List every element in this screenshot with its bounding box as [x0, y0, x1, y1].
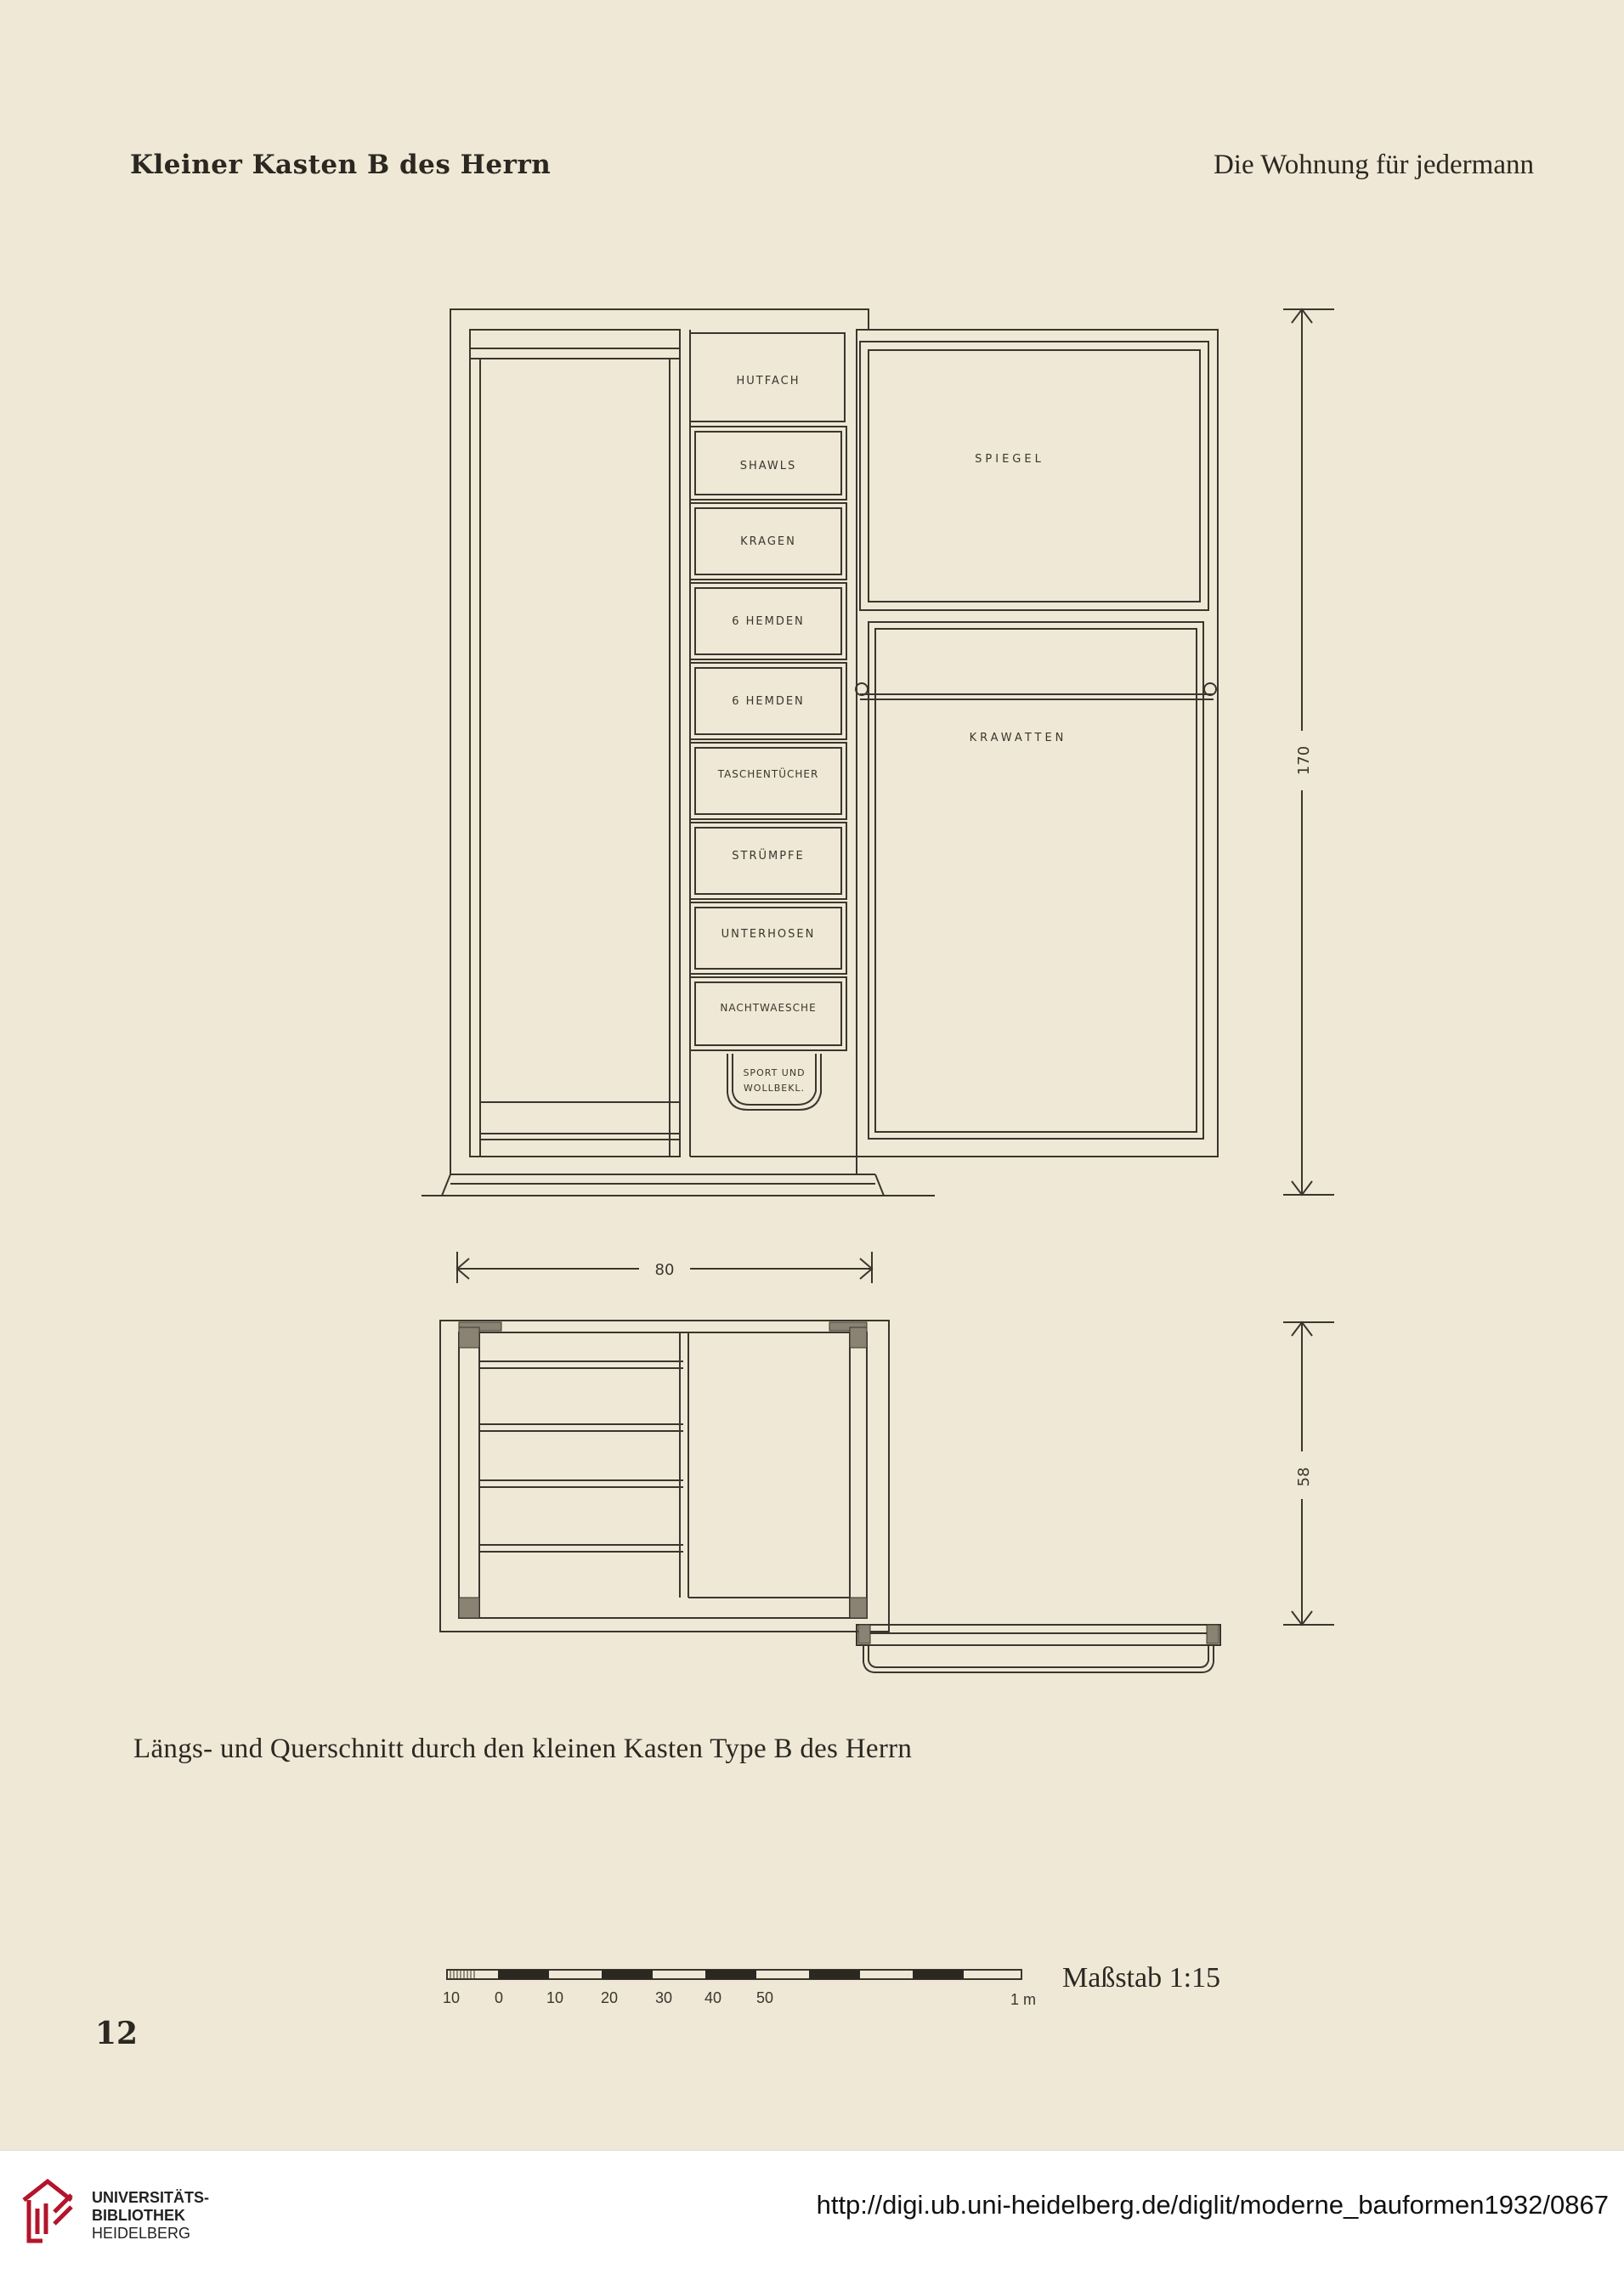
- width-dim-label: 80: [654, 1261, 675, 1279]
- library-line-3: HEIDELBERG: [92, 2225, 191, 2242]
- library-logo-icon: [17, 2175, 78, 2246]
- scale-tick-10: 10: [546, 1989, 564, 2006]
- source-url-link[interactable]: http://digi.ub.uni-heidelberg.de/diglit/moderne_bauformen1932/0867: [816, 2190, 1609, 2220]
- label-struempfe: STRÜMPFE: [732, 850, 805, 863]
- scale-tick-30: 30: [654, 1989, 673, 2006]
- scale-tick-10-left: 10: [442, 1989, 461, 2006]
- label-taschentuecher: TASCHENTÜCHER: [717, 768, 819, 780]
- scale-tick-0: 0: [494, 1989, 504, 2006]
- label-kragen: KRAGEN: [740, 535, 796, 548]
- scale-tick-50: 50: [755, 1989, 774, 2006]
- library-line-2: BIBLIOTHEK: [92, 2207, 185, 2224]
- library-line-1: UNIVERSITÄTS-: [92, 2189, 210, 2206]
- page-number: 12: [95, 2016, 139, 2051]
- running-title-right: Die Wohnung für jedermann: [1213, 150, 1534, 180]
- label-nachtwaesche: NACHTWAESCHE: [720, 1002, 817, 1014]
- running-title-left: Kleiner Kasten B des Herrn: [130, 150, 552, 180]
- mirror-frame: [860, 342, 1208, 610]
- figure-caption: Längs- und Querschnitt durch den kleinen Kasten Type B des Herrn: [133, 1734, 913, 1764]
- plan-tie-rod: [863, 1645, 1214, 1672]
- label-hemden-1: 6 HEMDEN: [732, 615, 805, 628]
- scale-label: Maßstab 1:15: [1062, 1962, 1221, 1994]
- depth-dim-label: 58: [1295, 1467, 1313, 1487]
- scale-bar: [447, 1970, 1021, 1979]
- library-name: [92, 2189, 209, 2243]
- label-unterhosen: UNTERHOSEN: [721, 928, 816, 941]
- label-sport-2: WOLLBEKL.: [743, 1083, 806, 1094]
- drawer-stack: [690, 427, 846, 1050]
- height-dim-label: 170: [1295, 745, 1313, 776]
- label-krawatten: KRAWATTEN: [969, 732, 1067, 744]
- scale-tick-1m: 1 m: [1010, 1991, 1037, 2008]
- scale-tick-40: 40: [704, 1989, 722, 2006]
- label-hemden-2: 6 HEMDEN: [732, 695, 805, 708]
- label-shawls: SHAWLS: [739, 460, 797, 472]
- plan-carcass: [440, 1321, 889, 1632]
- label-hutfach: HUTFACH: [736, 375, 801, 387]
- plan-door: [857, 1625, 1220, 1645]
- viewer-footer: [0, 2150, 1624, 2274]
- left-compartment: [470, 330, 680, 1157]
- label-sport-1: SPORT UND: [743, 1067, 806, 1078]
- label-spiegel: SPIEGEL: [975, 453, 1044, 466]
- scale-tick-20: 20: [600, 1989, 619, 2006]
- sport-bin: [727, 1054, 821, 1110]
